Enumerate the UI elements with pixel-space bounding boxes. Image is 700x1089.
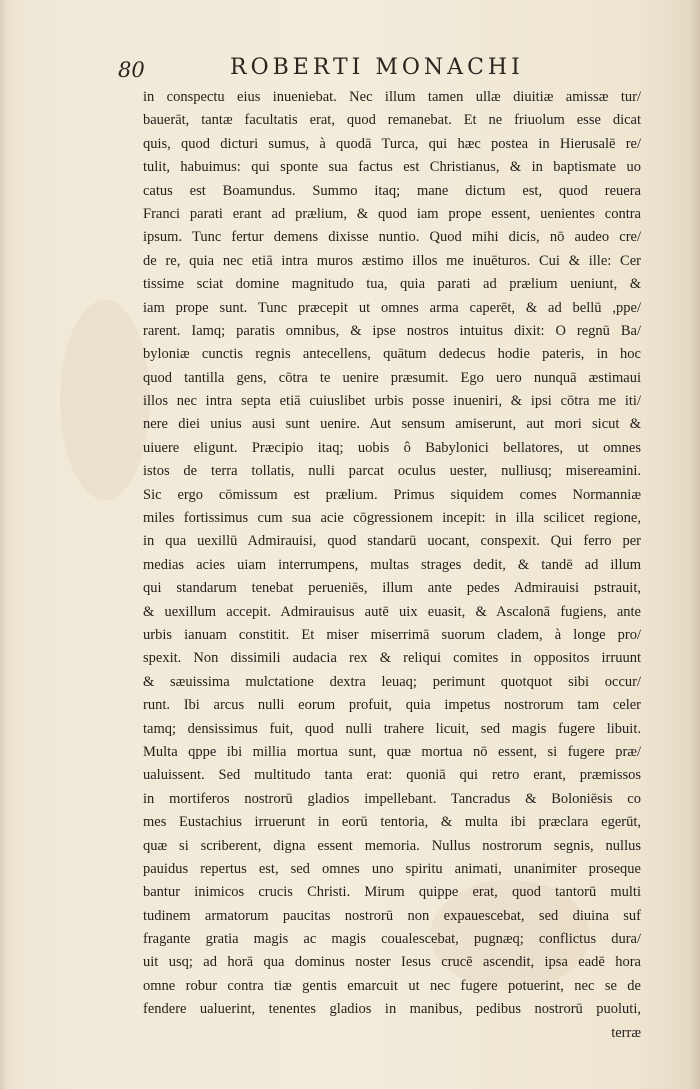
text-line: istos de terra tollatis, nulli parcat oculus uester, nulliusq; misereamini. (143, 463, 641, 480)
text-line: uiuere eligunt. Præcipio itaq; uobis ô Babylonici bellatores, ut omnes (143, 439, 641, 456)
text-line: ualuissent. Sed multitudo tanta erat: quoniā qui retro erant, præmissos (143, 767, 641, 784)
text-line: quod tantilla gens, cōtra te uenire præsumit. Ego uero nunquā æstimaui (143, 369, 641, 386)
text-line: quæ si scriberent, digna essent memoria. Nullus nostrorum segnis, nullus (143, 837, 641, 854)
text-line: tudinem armatorum paucitas nostrorū non expauescebat, sed diuina suf (143, 907, 641, 924)
text-line: rarent. Iamq; paratis omnibus, & ipse nostros intuitus dixit: O regnū Ba/ (143, 322, 641, 339)
text-line: uit usq; ad horā qua dominus noster Iesus crucē ascendit, ipsa eadē hora (143, 954, 641, 971)
text-line: quis, quod dicturi sumus, à quodā Turca, qui hæc postea in Hierusalē re/ (143, 135, 641, 152)
text-line: mes Eustachius irruerunt in eorū tentoria, & multa ibi præclara egerūt, (143, 814, 641, 831)
text-line: runt. Ibi arcus nulli eorum profuit, quia impetus nostrorum tam celer (143, 697, 641, 714)
text-line: miles fortissimus cum sua acie cōgressionem incepit: in illa scilicet regione, (143, 510, 641, 527)
text-line: in conspectu eius inueniebat. Nec illum tamen ullæ diuitiæ amissæ tur/ (143, 89, 641, 105)
text-line: nere diei unius ausi sunt uenire. Aut sensum amiserunt, aut mori sicut & (143, 416, 641, 433)
text-line: Sic ergo cōmissum est prælium. Primus siquidem comes Normanniæ (143, 486, 641, 503)
paper-stain (60, 300, 150, 500)
text-line: byloniæ cunctis regnis antecellens, quātum dedecus hodie pateris, in hoc (143, 346, 641, 363)
text-line: fendere ualuerint, tenentes gladios in manibus, pedibus nostrorū puoluti, (143, 1001, 641, 1018)
text-line: spexit. Non dissimili audacia rex & reliqui comites in oppositos irruunt (143, 650, 641, 667)
text-line: illos nec intra septa etiā cuiuslibet urbis posse inueniri, & ipsi cōtra me iti/ (143, 393, 641, 410)
page-left-shadow (0, 0, 8, 1089)
text-line: Franci parati erant ad prælium, & quod iam prope essent, uenientes contra (143, 205, 641, 222)
text-line: pauidus repertus est, sed omnes uno spiritu animati, unanimiter proseque (143, 860, 641, 877)
text-line: bauerāt, tantæ facultatis erat, quod remanebat. Et ne friuolum esse dicat (143, 112, 641, 129)
text-line: tamq; densissimus fuit, quod nulli trahere licuit, sed magis fugere libuit. (143, 720, 641, 737)
body-text (143, 86, 641, 1045)
text-line: catus est Boamundus. Summo itaq; mane dictum est, quod reuera (143, 182, 641, 199)
text-line: in mortiferos nostrorū gladios impellebant. Tancradus & Boloniēsis co (143, 790, 641, 807)
text-line: iam prope sunt. Tunc præcepit ut omnes arma caperēt, & ad bellū ,ppe/ (143, 299, 641, 316)
text-line: urbis ianuam constitit. Et miser miserrimā suorum cladem, à longe pro/ (143, 626, 641, 643)
text-line: & sæuissima mulctatione dextra leuaq; perimunt quotquot sibi occur/ (143, 673, 641, 690)
text-line: bantur inimicos crucis Christi. Mirum quippe erat, quod tantorū multi (143, 884, 641, 901)
text-line: ipsum. Tunc fertur demens dixisse nuntio. Quod mihi dicis, nō audeo cre/ (143, 229, 641, 246)
text-line: fragante gratia magis ac magis coualescebat, pugnæq; conflictus dura/ (143, 931, 641, 948)
text-line: qui standarum tenebat perueniēs, illum ante pedes Admirauisi pstrauit, (143, 580, 641, 597)
page-right-shadow (688, 0, 700, 1089)
text-line: & uexillum accepit. Admirauisus autē uix euasit, & Ascalonā fugiens, ante (143, 603, 641, 620)
text-line: tulit, habuimus: qui sponte sua factus est Christianus, & in baptismate uo (143, 159, 641, 176)
page-number: 80 (118, 58, 145, 82)
catchword: terræ (611, 1024, 641, 1041)
text-line: Multa qppe ibi millia mortua sunt, quæ mortua nō essent, si fugere præ/ (143, 743, 641, 760)
running-head: ROBERTI MONACHI (230, 55, 524, 80)
text-line: omne robur contra tiæ gentis emarcuit ut nec fugere potuerint, nec se de (143, 977, 641, 994)
text-line: de re, quia nec etiā intra muros æstimo illos me inuēturos. Cui & ille: Cer (143, 252, 641, 269)
text-line: tissime sciat domine magnitudo tua, quia parati ad prælium ueniunt, & (143, 276, 641, 293)
text-line: in qua uexillū Admirauisi, quod standarū uocant, conspexit. Qui ferro per (143, 533, 641, 550)
text-line: medias acies uiam interrumpens, multas strages dedit, & tandē ad illum (143, 556, 641, 573)
